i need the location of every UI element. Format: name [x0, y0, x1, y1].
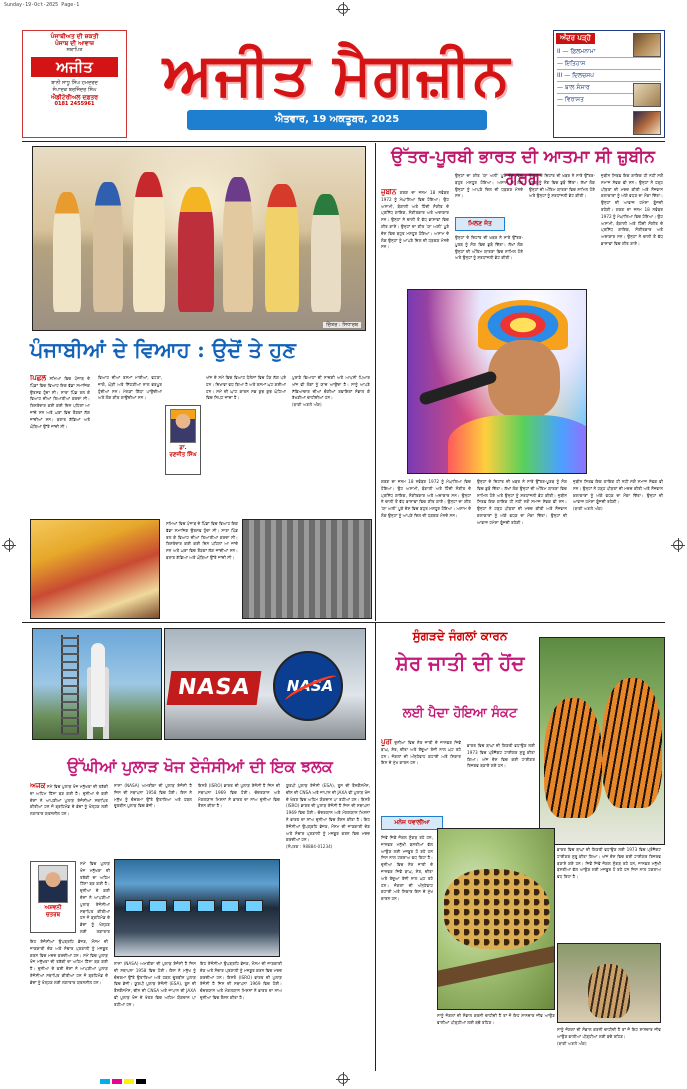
- space-author-box: [30, 861, 76, 933]
- zubeen-column-6: [381, 479, 471, 619]
- wedding-author-photo: [170, 409, 196, 443]
- zubeen-body-1-b: ਗਰਗ ਦਾ ਜਨਮ 18 ਨਵੰਬਰ 1972 ਨੂੰ ਮੇਘਾਲਿਆ ਵਿਚ ਹੋਇਆ। ਉਹ ਅਸਾਮੀ, ਬੰਗਾਲੀ ਅਤੇ ਹਿੰਦੀ ਸੰਗੀਤ ਦੇ ਪ੍ਰਸਿੱਧ ਗਾਇਕ, ਸੰਗੀਤਕਾਰ ਅਤੇ ਅਦਾਕਾਰ ਸਨ। ਉਨ੍ਹਾਂ ਨੇ ਚਾਲੀ ਤੋਂ ਵੱਧ ਭਾਸ਼ਾਵਾਂ ਵਿਚ ਗੀਤ ਗਾਏ।: [601, 206, 663, 246]
- printer-color-bar: [100, 1079, 148, 1085]
- registration-mark-top: [338, 4, 348, 14]
- wedding-modern-photo: [30, 519, 160, 619]
- monitor-screen: [245, 900, 263, 912]
- tiger-body-3: ਜਿਵੇਂ ਜਿਵੇਂ ਜੰਗਲ ਸੁੰਗੜ ਰਹੇ ਹਨ, ਜਾਨਵਰ ਮਨੁੱਖੀ ਬਸਤੀਆਂ ਵੱਲ ਆਉਣ ਲਈ ਮਜਬੂਰ ਹੋ ਰਹੇ ਹਨ ਜਿਸ ਨਾਲ ਟਕਰਾਅ ਵਧ ਰਿਹਾ ਹੈ।: [381, 835, 433, 861]
- masthead-office: ਐਡੀਟੋਰੀਅਲ ਦਫ਼ਤਰ: [51, 94, 98, 101]
- space-body-2: ਨਾਸਾ (NASA) ਅਮਰੀਕਾ ਦੀ ਪੁਲਾੜ ਏਜੰਸੀ ਹੈ ਜਿਸ ਦੀ ਸਥਾਪਨਾ 1958 ਵਿਚ ਹੋਈ। ਇਸ ਨੇ ਮਨੁੱਖ ਨੂੰ ਚੰਦਰਮਾ ਉੱਤੇ ਉਤਾਰਿਆ ਅਤੇ ਹਬਲ ਦੂਰਬੀਨ ਪੁਲਾੜ ਵਿਚ ਭੇਜੀ।: [114, 783, 192, 809]
- space-lead-word: ਅਜੋਕੇ: [30, 783, 46, 790]
- painting-figure: [178, 187, 214, 312]
- tiger-column-1: [381, 739, 461, 813]
- painting-figure: [53, 192, 81, 312]
- zubeen-body-4: ਜ਼ੁਬੀਨ ਸਿਰਫ਼ ਇਕ ਗਾਇਕ ਹੀ ਨਹੀਂ ਸਗੋਂ ਸਮਾਜ ਸੇਵਕ ਵੀ ਸਨ। ਉਨ੍ਹਾਂ ਨੇ ਹੜ੍ਹ ਪੀੜਤਾਂ ਦੀ ਮਦਦ ਕੀਤੀ ਅਤੇ ਨੌਜਵਾਨ ਕਲਾਕਾਰਾਂ ਨੂੰ ਅੱਗੇ ਵਧਣ ਦਾ ਮੌਕਾ ਦਿੱਤਾ। ਉਨ੍ਹਾਂ ਦੀ ਆਵਾਜ਼ ਹਮੇਸ਼ਾ ਗੂੰਜਦੀ ਰਹੇਗੀ।: [601, 173, 663, 212]
- zubeen-column-4: [529, 173, 595, 285]
- wedding-end-mark: (ਬਾਕੀ ਅਗਲੇ ਅੰਕ): [292, 402, 322, 408]
- masthead-divider: [22, 141, 665, 142]
- zubeen-author-tag: ਮਿਲਣ ਜੋਤ: [455, 217, 505, 231]
- zubeen-column-5: [601, 173, 663, 473]
- masthead-phone: 0181 2455961: [54, 101, 95, 107]
- monitor-screen: [149, 900, 167, 912]
- tiger-body-4-b: ਸਾਨੂੰ ਜੰਗਲਾਂ ਦੀ ਸੰਭਾਲ ਕਰਨੀ ਚਾਹੀਦੀ ਹੈ ਤਾਂ ਜੋ ਇਹ ਸ਼ਾਨਦਾਰ ਜੀਵ ਆਉਣ ਵਾਲੀਆਂ ਪੀੜ੍ਹੀਆਂ ਲਈ ਬਚੇ ਰਹਿਣ।: [557, 1027, 661, 1039]
- singer-face: [488, 340, 560, 418]
- index-portrait-3: [633, 111, 661, 135]
- space-author-photo: [38, 865, 68, 903]
- zubeen-headline: ਉੱਤਰ-ਪੂਰਬੀ ਭਾਰਤ ਦੀ ਆਤਮਾ ਸੀ ਜ਼ੁਬੀਨ ਗਰਗ: [391, 147, 655, 189]
- registration-mark-bottom: [338, 1074, 348, 1084]
- registration-mark-right: [673, 540, 683, 550]
- space-body-3-c: ਇਸਰੋ (ISRO) ਭਾਰਤ ਦੀ ਪੁਲਾੜ ਏਜੰਸੀ ਹੈ ਜਿਸ ਦੀ ਸਥਾਪਨਾ 1969 ਵਿਚ ਹੋਈ। ਚੰਦਰਯਾਨ ਅਤੇ ਮੰਗਲਯਾਨ ਮਿਸ਼ਨਾਂ ਨੇ ਭਾਰਤ ਦਾ ਨਾਂਅ ਦੁਨੀਆ ਵਿਚ ਰੌਸ਼ਨ ਕੀਤਾ ਹੈ।: [200, 974, 282, 1000]
- tiger-headline-2: ਲਈ ਪੈਦਾ ਹੋਇਆ ਸੰਕਟ: [402, 706, 518, 721]
- top-column-divider: [375, 143, 376, 621]
- wedding-painting: [32, 146, 366, 331]
- masthead-tag-1: ਪੰਜਾਬੀਅਤ ਦੀ ਸ਼ਕਤੀ: [50, 33, 99, 40]
- masthead-left-box: [22, 30, 127, 138]
- color-swatch-cyan: [100, 1079, 110, 1084]
- space-photo-strip: [32, 628, 366, 740]
- index-portrait-2: [633, 83, 661, 107]
- zubeen-body-4-c: ਜ਼ੁਬੀਨ ਸਿਰਫ਼ ਇਕ ਗਾਇਕ ਹੀ ਨਹੀਂ ਸਗੋਂ ਸਮਾਜ ਸੇਵਕ ਵੀ ਸਨ। ਉਨ੍ਹਾਂ ਨੇ ਹੜ੍ਹ ਪੀੜਤਾਂ ਦੀ ਮਦਦ ਕੀਤੀ ਅਤੇ ਨੌਜਵਾਨ ਕਲਾਕਾਰਾਂ ਨੂੰ ਅੱਗੇ ਵਧਣ ਦਾ ਮੌਕਾ ਦਿੱਤਾ। ਉਨ੍ਹਾਂ ਦੀ ਆਵਾਜ਼ ਹਮੇਸ਼ਾ ਗੂੰਜਦੀ ਰਹੇਗੀ।: [477, 492, 567, 525]
- zubeen-body-2-c: ਉਨ੍ਹਾਂ ਦਾ ਗੀਤ 'ਯਾ ਅਲੀ' ਪੂਰੇ ਦੇਸ਼ ਵਿਚ ਬਹੁਤ ਮਸ਼ਹੂਰ ਹੋਇਆ। ਅਸਾਮ ਦੇ ਲੋਕ ਉਨ੍ਹਾਂ ਨੂੰ ਆਪਣੇ ਦਿਲ ਦੀ ਧੜਕਣ ਮੰਨਦੇ ਸਨ।: [381, 499, 471, 518]
- index-item[interactable]: II — ਫ਼ਿਲਮਨਾਮਾ: [557, 46, 661, 58]
- painting-figure: [133, 172, 165, 312]
- color-swatch-black: [136, 1079, 146, 1084]
- microphone-icon: [418, 370, 498, 406]
- wedding-body-1: ਸਮਿਆਂ ਵਿਚ ਪੰਜਾਬ ਦੇ ਪਿੰਡਾਂ ਵਿਚ ਵਿਆਹ ਇਕ ਵੱਡਾ ਸਮਾਜਿਕ ਉਤਸਵ ਹੁੰਦਾ ਸੀ। ਸਾਰਾ ਪਿੰਡ ਰਲ ਕੇ ਵਿਆਹ ਦੀਆਂ ਤਿਆਰੀਆਂ ਕਰਦਾ ਸੀ। ਰਿਸ਼ਤੇਦਾਰ ਕਈ ਕਈ ਦਿਨ ਪਹਿਲਾਂ ਆ ਜਾਂਦੇ ਸਨ ਅਤੇ ਘਰਾਂ ਵਿਚ ਰੌਣਕਾਂ ਲੱਗ ਜਾਂਦੀਆਂ ਸਨ। ਬਰਾਤ ਗੱਡਿਆਂ ਅਤੇ ਘੋੜਿਆਂ ਉੱਤੇ ਜਾਂਦੀ ਸੀ।: [30, 376, 90, 429]
- tiger-lead-word: ਪੂਰੀ: [381, 739, 392, 746]
- monitor-screen: [173, 900, 191, 912]
- zubeen-body-3-a: ਉਨ੍ਹਾਂ ਦੇ ਦਿਹਾਂਤ ਦੀ ਖ਼ਬਰ ਨੇ ਸਾਰੇ ਉੱਤਰ-ਪੂਰਬ ਨੂੰ ਸੋਗ ਵਿਚ ਡੁਬੋ ਦਿੱਤਾ। ਲੱਖਾਂ ਲੋਕ ਉਨ੍ਹਾਂ ਦੀ ਅੰਤਿਮ ਯਾਤਰਾ ਵਿਚ ਸ਼ਾਮਿਲ ਹੋਏ ਅਤੇ ਉਨ੍ਹਾਂ ਨੂੰ ਸ਼ਰਧਾਂਜਲੀ ਭੇਟ ਕੀਤੀ।: [455, 235, 523, 261]
- wedding-author-title: ਡਾ.: [179, 445, 187, 451]
- wedding-author-name: ਰਣਜੀਤ ਸਿੰਘ: [169, 452, 197, 458]
- space-column-8: [200, 961, 282, 1067]
- masthead-founder: ਬਾਨੀ ਸਾਧੂ ਸਿੰਘ ਹਮਦਰਦ: [51, 80, 98, 86]
- wedding-lead-word: ਪਿਛਲੇ: [30, 375, 47, 382]
- color-swatch-magenta: [112, 1079, 122, 1084]
- zubeen-body-1: ਗਰਗ ਦਾ ਜਨਮ 18 ਨਵੰਬਰ 1972 ਨੂੰ ਮੇਘਾਲਿਆ ਵਿਚ ਹੋਇਆ। ਉਹ ਅਸਾਮੀ, ਬੰਗਾਲੀ ਅਤੇ ਹਿੰਦੀ ਸੰਗੀਤ ਦੇ ਪ੍ਰਸਿੱਧ ਗਾਇਕ, ਸੰਗੀਤਕਾਰ ਅਤੇ ਅਦਾਕਾਰ ਸਨ। ਉਨ੍ਹਾਂ ਨੇ ਚਾਲੀ ਤੋਂ ਵੱਧ ਭਾਸ਼ਾਵਾਂ ਵਿਚ ਗੀਤ ਗਾਏ।: [381, 190, 449, 229]
- space-body-4: ਯੂਰਪੀ ਪੁਲਾੜ ਏਜੰਸੀ (ESA), ਰੂਸ ਦੀ ਰੌਸਕੌਸਮੌਸ, ਚੀਨ ਦੀ CNSA ਅਤੇ ਜਾਪਾਨ ਦੀ JAXA ਵੀ ਪੁਲਾੜ ਖੋਜ ਦੇ ਖੇਤਰ ਵਿਚ ਅਹਿਮ ਯੋਗਦਾਨ ਪਾ ਰਹੀਆਂ ਹਨ।: [286, 783, 370, 802]
- wedding-column-2: [98, 375, 162, 515]
- nasa-building-photo: [164, 628, 366, 740]
- wedding-body-2: ਵਿਆਹ ਦੀਆਂ ਰਸਮਾਂ ਮਾਈਆਂ, ਵਟਣਾ, ਜਾਗੋ, ਘੋੜੀ ਅਤੇ ਸਿੱਠਣੀਆਂ ਨਾਲ ਭਰਪੂਰ ਹੁੰਦੀਆਂ ਸਨ। ਮੇਲਣਾਂ ਗਿੱਧਾ ਪਾਉਂਦੀਆਂ ਅਤੇ ਲੋਕ ਗੀਤ ਗਾਉਂਦੀਆਂ ਸਨ।: [98, 375, 162, 401]
- tiger-body-3-b: ਜਿਵੇਂ ਜਿਵੇਂ ਜੰਗਲ ਸੁੰਗੜ ਰਹੇ ਹਨ, ਜਾਨਵਰ ਮਨੁੱਖੀ ਬਸਤੀਆਂ ਵੱਲ ਆਉਣ ਲਈ ਮਜਬੂਰ ਹੋ ਰਹੇ ਹਨ ਜਿਸ ਨਾਲ ਟਕਰਾਅ ਵਧ ਰਿਹਾ ਹੈ।: [557, 860, 661, 880]
- nasa-meatball-text: NASA: [286, 677, 334, 695]
- tiger-body-2: ਭਾਰਤ ਵਿਚ ਬਾਘਾਂ ਦੀ ਗਿਣਤੀ ਵਧਾਉਣ ਲਈ 1973 ਵਿਚ ਪ੍ਰੋਜੈਕਟ ਟਾਈਗਰ ਸ਼ੁਰੂ ਕੀਤਾ ਗਿਆ। ਅੱਜ ਦੇਸ਼ ਵਿਚ ਕਈ ਟਾਈਗਰ ਰਿਜ਼ਰਵ ਬਣਾਏ ਗਏ ਹਨ।: [467, 743, 535, 769]
- tiger-body-2-b: ਭਾਰਤ ਵਿਚ ਬਾਘਾਂ ਦੀ ਗਿਣਤੀ ਵਧਾਉਣ ਲਈ 1973 ਵਿਚ ਪ੍ਰੋਜੈਕਟ ਟਾਈਗਰ ਸ਼ੁਰੂ ਕੀਤਾ ਗਿਆ। ਅੱਜ ਦੇਸ਼ ਵਿਚ ਕਈ ਟਾਈਗਰ ਰਿਜ਼ਰਵ ਬਣਾਏ ਗਏ ਹਨ।: [557, 847, 661, 866]
- zubeen-column-2: [455, 173, 523, 217]
- space-body-5: ਇਹ ਏਜੰਸੀਆਂ ਉਪਗ੍ਰਹਿ ਭੇਜਣ, ਮੌਸਮ ਦੀ ਜਾਣਕਾਰੀ ਦੇਣ ਅਤੇ ਸੰਚਾਰ ਪ੍ਰਣਾਲੀ ਨੂੰ ਮਜ਼ਬੂਤ ਕਰਨ ਵਿਚ ਮਦਦ ਕਰਦੀਆਂ ਹਨ।: [30, 939, 108, 958]
- magazine-title: ਅਜੀਤ ਮੈਗਜ਼ੀਨ: [162, 40, 512, 108]
- tiger-body-1: ਦੁਨੀਆ ਵਿਚ ਸ਼ੇਰ ਜਾਤੀ ਦੇ ਜਾਨਵਰ ਜਿਵੇਂ ਬਾਘ, ਸ਼ੇਰ, ਚੀਤਾ ਅਤੇ ਤੇਂਦੂਆ ਤੇਜ਼ੀ ਨਾਲ ਘਟ ਰਹੇ ਹਨ। ਜੰਗਲਾਂ ਦੀ ਅੰਨ੍ਹੇਵਾਹ ਕਟਾਈ ਅਤੇ ਸ਼ਿਕਾਰ ਇਸ ਦੇ ਮੁੱਖ ਕਾਰਨ ਹਨ।: [381, 740, 461, 766]
- index-item[interactable]: — ਇਤਿਹਾਸ: [557, 58, 661, 70]
- registration-mark-left: [4, 540, 14, 550]
- space-column-5: [198, 783, 280, 855]
- space-body-1: ਸਮੇਂ ਵਿਚ ਪੁਲਾੜ ਖੋਜ ਮਨੁੱਖਤਾ ਦੀ ਤਰੱਕੀ ਦਾ ਅਹਿਮ ਹਿੱਸਾ ਬਣ ਗਈ ਹੈ। ਦੁਨੀਆ ਦੇ ਕਈ ਦੇਸ਼ਾਂ ਨੇ ਆਪਣੀਆਂ ਪੁਲਾੜ ਏਜੰਸੀਆਂ ਸਥਾਪਿਤ ਕੀਤੀਆਂ ਹਨ ਜੋ ਬ੍ਰਹਿਮੰਡ ਦੇ ਭੇਦਾਂ ਨੂੰ ਖੋਲ੍ਹਣ ਲਈ ਲਗਾਤਾਰ ਯਤਨਸ਼ੀਲ ਹਨ।: [30, 784, 108, 817]
- index-portrait-1: [633, 33, 661, 57]
- painting-figure: [311, 194, 341, 312]
- zubeen-column-8: [573, 479, 663, 619]
- space-body-4-b: ਯੂਰਪੀ ਪੁਲਾੜ ਏਜੰਸੀ (ESA), ਰੂਸ ਦੀ ਰੌਸਕੌਸਮੌਸ, ਚੀਨ ਦੀ CNSA ਅਤੇ ਜਾਪਾਨ ਦੀ JAXA ਵੀ ਪੁਲਾੜ ਖੋਜ ਦੇ ਖੇਤਰ ਵਿਚ ਅਹਿਮ ਯੋਗਦਾਨ ਪਾ ਰਹੀਆਂ ਹਨ।: [114, 981, 196, 1007]
- tiger-column-4: [557, 847, 661, 941]
- ajit-logo: ਅਜੀਤ: [31, 57, 118, 77]
- singer-shirt: [448, 415, 587, 474]
- painting-figure: [223, 177, 253, 312]
- tiger-figure: [602, 678, 662, 808]
- masthead-editor: ਸੰਪਾਦਕ ਬਰਜਿੰਦਰ ਸਿੰਘ: [52, 87, 97, 93]
- zubeen-body-1-c: ਗਰਗ ਦਾ ਜਨਮ 18 ਨਵੰਬਰ 1972 ਨੂੰ ਮੇਘਾਲਿਆ ਵਿਚ ਹੋਇਆ। ਉਹ ਅਸਾਮੀ, ਬੰਗਾਲੀ ਅਤੇ ਹਿੰਦੀ ਸੰਗੀਤ ਦੇ ਪ੍ਰਸਿੱਧ ਗਾਇਕ, ਸੰਗੀਤਕਾਰ ਅਤੇ ਅਦਾਕਾਰ ਸਨ। ਉਨ੍ਹਾਂ ਨੇ ਚਾਲੀ ਤੋਂ ਵੱਧ ਭਾਸ਼ਾਵਾਂ ਵਿਚ ਗੀਤ ਗਾਏ।: [381, 479, 471, 505]
- painting-caption: ਚਿੱਤਰ : ਸਿਧਾਰਥ: [323, 322, 361, 328]
- wedding-body-1-repeat: ਸਮਿਆਂ ਵਿਚ ਪੰਜਾਬ ਦੇ ਪਿੰਡਾਂ ਵਿਚ ਵਿਆਹ ਇਕ ਵੱਡਾ ਸਮਾਜਿਕ ਉਤਸਵ ਹੁੰਦਾ ਸੀ। ਸਾਰਾ ਪਿੰਡ ਰਲ ਕੇ ਵਿਆਹ ਦੀਆਂ ਤਿਆਰੀਆਂ ਕਰਦਾ ਸੀ। ਰਿਸ਼ਤੇਦਾਰ ਕਈ ਕਈ ਦਿਨ ਪਹਿਲਾਂ ਆ ਜਾਂਦੇ ਸਨ ਅਤੇ ਘਰਾਂ ਵਿਚ ਰੌਣਕਾਂ ਲੱਗ ਜਾਂਦੀਆਂ ਸਨ। ਬਰਾਤ ਗੱਡਿਆਂ ਅਤੇ ਘੋੜਿਆਂ ਉੱਤੇ ਜਾਂਦੀ ਸੀ।: [166, 521, 238, 560]
- cub-figure: [588, 964, 630, 1018]
- nasa-wordmark: NASA: [167, 671, 262, 705]
- zubeen-article: [377, 143, 665, 621]
- tiger-article: [377, 623, 665, 1071]
- tiger-end-mark: (ਬਾਕੀ ਅਗਲੇ ਅੰਕ): [557, 1040, 587, 1046]
- index-item[interactable]: III — ਦਿਲਚਸਪ: [557, 70, 661, 82]
- issue-date: ਐਤਵਾਰ, 19 ਅਕਤੂਬਰ, 2025: [187, 110, 487, 130]
- masthead: [22, 30, 665, 140]
- color-swatch-yellow: [124, 1079, 134, 1084]
- tiger-column-5: [437, 1013, 555, 1069]
- space-body-3-b: ਇਸਰੋ (ISRO) ਭਾਰਤ ਦੀ ਪੁਲਾੜ ਏਜੰਸੀ ਹੈ ਜਿਸ ਦੀ ਸਥਾਪਨਾ 1969 ਵਿਚ ਹੋਈ। ਚੰਦਰਯਾਨ ਅਤੇ ਮੰਗਲਯਾਨ ਮਿਸ਼ਨਾਂ ਨੇ ਭਾਰਤ ਦਾ ਨਾਂਅ ਦੁਨੀਆ ਵਿਚ ਰੌਸ਼ਨ ਕੀਤਾ ਹੈ।: [286, 796, 370, 822]
- wedding-article: [22, 143, 374, 621]
- wedding-body-4: ਪੁਰਾਣੇ ਵਿਆਹਾਂ ਦੀ ਸਾਦਗੀ ਅਤੇ ਆਪਸੀ ਪਿਆਰ ਅੱਜ ਵੀ ਲੋਕਾਂ ਨੂੰ ਯਾਦ ਆਉਂਦਾ ਹੈ। ਸਾਨੂੰ ਆਪਣੇ ਸੱਭਿਆਚਾਰ ਦੀਆਂ ਚੰਗੀਆਂ ਰਵਾਇਤਾਂ ਸੰਭਾਲ ਕੇ ਰੱਖਣੀਆਂ ਚਾਹੀਦੀਆਂ ਹਨ।: [292, 375, 370, 401]
- zubeen-singer-photo: [407, 289, 587, 474]
- tiger-pair-photo: [539, 637, 665, 845]
- space-end-mark: (ਸੰਪਰਕ : 98884-01234): [286, 844, 333, 850]
- tiger-headline: ਸ਼ੇਰ ਜਾਤੀ ਦੀ ਹੋਂਦ: [395, 651, 525, 675]
- leopard-photo: [437, 828, 555, 1010]
- space-column-3: [30, 939, 108, 1067]
- space-column-4: [114, 783, 192, 855]
- zubeen-body-2-b: ਉਨ੍ਹਾਂ ਦਾ ਗੀਤ 'ਯਾ ਅਲੀ' ਪੂਰੇ ਦੇਸ਼ ਵਿਚ ਬਹੁਤ ਮਸ਼ਹੂਰ ਹੋਇਆ। ਅਸਾਮ ਦੇ ਲੋਕ ਉਨ੍ਹਾਂ ਨੂੰ ਆਪਣੇ ਦਿਲ ਦੀ ਧੜਕਣ ਮੰਨਦੇ ਸਨ।: [455, 173, 523, 199]
- zubeen-end-mark: (ਬਾਕੀ ਅਗਲੇ ਅੰਕ): [573, 506, 603, 512]
- wedding-column-1: [30, 375, 90, 515]
- tiger-column-3: [381, 835, 433, 1069]
- wedding-old-photo: [242, 519, 372, 619]
- rocket-launch-photo: [32, 628, 162, 740]
- space-author-name-1: ਅਸ਼ਵਨੀ: [44, 905, 62, 911]
- wedding-column-3: [206, 375, 286, 515]
- zubeen-body-3-c: ਉਨ੍ਹਾਂ ਦੇ ਦਿਹਾਂਤ ਦੀ ਖ਼ਬਰ ਨੇ ਸਾਰੇ ਉੱਤਰ-ਪੂਰਬ ਨੂੰ ਸੋਗ ਵਿਚ ਡੁਬੋ ਦਿੱਤਾ। ਲੱਖਾਂ ਲੋਕ ਉਨ੍ਹਾਂ ਦੀ ਅੰਤਿਮ ਯਾਤਰਾ ਵਿਚ ਸ਼ਾਮਿਲ ਹੋਏ ਅਤੇ ਉਨ੍ਹਾਂ ਨੂੰ ਸ਼ਰਧਾਂਜਲੀ ਭੇਟ ਕੀਤੀ।: [477, 479, 567, 498]
- monitor-screen: [197, 900, 215, 912]
- space-author-name-2: ਚਤਰਥ: [45, 912, 61, 918]
- tiger-author-tag: ਮਨੋਜ ਧਵਾਲੀਆ: [381, 816, 443, 830]
- inside-index-heading: ਅੰਦਰ ਪੜ੍ਹੋ: [556, 33, 595, 44]
- cub-photo: [557, 943, 661, 1023]
- zubeen-lead-word: ਜ਼ੁਬੀਨ: [381, 189, 397, 196]
- space-body-2-b: ਨਾਸਾ (NASA) ਅਮਰੀਕਾ ਦੀ ਪੁਲਾੜ ਏਜੰਸੀ ਹੈ ਜਿਸ ਦੀ ਸਥਾਪਨਾ 1958 ਵਿਚ ਹੋਈ। ਇਸ ਨੇ ਮਨੁੱਖ ਨੂੰ ਚੰਦਰਮਾ ਉੱਤੇ ਉਤਾਰਿਆ ਅਤੇ ਹਬਲ ਦੂਰਬੀਨ ਪੁਲਾੜ ਵਿਚ ਭੇਜੀ।: [114, 961, 196, 987]
- space-column-7: [114, 961, 196, 1067]
- space-headline: ਉੱਘੀਆਂ ਪੁਲਾੜ ਖੋਜ ਏਜੰਸੀਆਂ ਦੀ ਇਕ ਝਲਕ: [67, 757, 333, 776]
- launch-tower: [61, 635, 79, 735]
- tiger-column-6: [557, 1027, 661, 1069]
- tiger-column-2: [467, 743, 535, 833]
- space-column-1: [30, 783, 108, 857]
- tiger-subheadline: ਸੁੰਗੜਦੇ ਜੰਗਲਾਂ ਕਾਰਨ: [412, 629, 508, 643]
- wedding-column-5: [166, 521, 238, 617]
- space-column-6: [286, 783, 370, 1067]
- inside-index-box: [553, 30, 665, 138]
- leopard-figure: [444, 869, 550, 949]
- zubeen-body-3: ਉਨ੍ਹਾਂ ਦੇ ਦਿਹਾਂਤ ਦੀ ਖ਼ਬਰ ਨੇ ਸਾਰੇ ਉੱਤਰ-ਪੂਰਬ ਨੂੰ ਸੋਗ ਵਿਚ ਡੁਬੋ ਦਿੱਤਾ। ਲੱਖਾਂ ਲੋਕ ਉਨ੍ਹਾਂ ਦੀ ਅੰਤਿਮ ਯਾਤਰਾ ਵਿਚ ਸ਼ਾਮਿਲ ਹੋਏ ਅਤੇ ਉਨ੍ਹਾਂ ਨੂੰ ਸ਼ਰਧਾਂਜਲੀ ਭੇਟ ਕੀਤੀ।: [529, 173, 595, 199]
- tiger-body-1-b: ਦੁਨੀਆ ਵਿਚ ਸ਼ੇਰ ਜਾਤੀ ਦੇ ਜਾਨਵਰ ਜਿਵੇਂ ਬਾਘ, ਸ਼ੇਰ, ਚੀਤਾ ਅਤੇ ਤੇਂਦੂਆ ਤੇਜ਼ੀ ਨਾਲ ਘਟ ਰਹੇ ਹਨ। ਜੰਗਲਾਂ ਦੀ ਅੰਨ੍ਹੇਵਾਹ ਕਟਾਈ ਅਤੇ ਸ਼ਿਕਾਰ ਇਸ ਦੇ ਮੁੱਖ ਕਾਰਨ ਹਨ।: [381, 862, 433, 902]
- index-item[interactable]: — ਬਾਲ ਸੰਸਾਰ: [557, 82, 661, 94]
- wedding-body-3: ਅੱਜ ਦੇ ਸਮੇਂ ਵਿਚ ਵਿਆਹ ਪੈਲੇਸਾਂ ਵਿਚ ਹੋਣ ਲੱਗ ਪਏ ਹਨ। ਦਿਖਾਵਾ ਵਧ ਗਿਆ ਹੈ ਅਤੇ ਰਸਮਾਂ ਘਟ ਗਈਆਂ ਹਨ। ਸਮੇਂ ਦੀ ਘਾਟ ਕਾਰਨ ਸਭ ਕੁਝ ਕੁਝ ਘੰਟਿਆਂ ਵਿਚ ਨਿਪਟ ਜਾਂਦਾ ਹੈ।: [206, 375, 286, 401]
- mission-control-photo: [114, 859, 280, 957]
- nasa-meatball-logo: [273, 651, 343, 721]
- wedding-headline: ਪੰਜਾਬੀਆਂ ਦੇ ਵਿਆਹ : ਉਦੋਂ ਤੇ ਹੁਣ: [30, 337, 296, 362]
- space-body-3: ਇਸਰੋ (ISRO) ਭਾਰਤ ਦੀ ਪੁਲਾੜ ਏਜੰਸੀ ਹੈ ਜਿਸ ਦੀ ਸਥਾਪਨਾ 1969 ਵਿਚ ਹੋਈ। ਚੰਦਰਯਾਨ ਅਤੇ ਮੰਗਲਯਾਨ ਮਿਸ਼ਨਾਂ ਨੇ ਭਾਰਤ ਦਾ ਨਾਂਅ ਦੁਨੀਆ ਵਿਚ ਰੌਸ਼ਨ ਕੀਤਾ ਹੈ।: [198, 783, 280, 809]
- tiger-body-4: ਸਾਨੂੰ ਜੰਗਲਾਂ ਦੀ ਸੰਭਾਲ ਕਰਨੀ ਚਾਹੀਦੀ ਹੈ ਤਾਂ ਜੋ ਇਹ ਸ਼ਾਨਦਾਰ ਜੀਵ ਆਉਣ ਵਾਲੀਆਂ ਪੀੜ੍ਹੀਆਂ ਲਈ ਬਚੇ ਰਹਿਣ।: [437, 1013, 555, 1025]
- bottom-column-divider: [375, 623, 376, 1071]
- monitor-screen: [125, 900, 143, 912]
- wedding-column-4: [292, 375, 370, 515]
- rocket-icon: [91, 643, 105, 727]
- space-article: [22, 623, 374, 1071]
- print-slug: Sunday-19-Oct-2025 Page-1: [4, 2, 80, 8]
- zubeen-column-7: [477, 479, 567, 619]
- masthead-tag-2: ਪੰਜਾਬ ਦੀ ਆਵਾਜ਼: [54, 40, 95, 47]
- space-body-5-b: ਇਹ ਏਜੰਸੀਆਂ ਉਪਗ੍ਰਹਿ ਭੇਜਣ, ਮੌਸਮ ਦੀ ਜਾਣਕਾਰੀ ਦੇਣ ਅਤੇ ਸੰਚਾਰ ਪ੍ਰਣਾਲੀ ਨੂੰ ਮਜ਼ਬੂਤ ਕਰਨ ਵਿਚ ਮਦਦ ਕਰਦੀਆਂ ਹਨ।: [286, 816, 370, 843]
- index-item[interactable]: — ਵਿਰਾਸਤ: [557, 94, 661, 106]
- monitor-screen: [221, 900, 239, 912]
- zubeen-column-3: [455, 235, 523, 285]
- zubeen-body-4-d: ਜ਼ੁਬੀਨ ਸਿਰਫ਼ ਇਕ ਗਾਇਕ ਹੀ ਨਹੀਂ ਸਗੋਂ ਸਮਾਜ ਸੇਵਕ ਵੀ ਸਨ। ਉਨ੍ਹਾਂ ਨੇ ਹੜ੍ਹ ਪੀੜਤਾਂ ਦੀ ਮਦਦ ਕੀਤੀ ਅਤੇ ਨੌਜਵਾਨ ਕਲਾਕਾਰਾਂ ਨੂੰ ਅੱਗੇ ਵਧਣ ਦਾ ਮੌਕਾ ਦਿੱਤਾ। ਉਨ੍ਹਾਂ ਦੀ ਆਵਾਜ਼ ਹਮੇਸ਼ਾ ਗੂੰਜਦੀ ਰਹੇਗੀ।: [573, 479, 663, 505]
- wedding-author-box: [165, 405, 201, 475]
- painting-figure: [265, 184, 299, 312]
- tiger-figure: [544, 698, 602, 818]
- masthead-tag-3: ਸਥਾਪਿਤ: [66, 47, 83, 53]
- space-body-1-c: ਸਮੇਂ ਵਿਚ ਪੁਲਾੜ ਖੋਜ ਮਨੁੱਖਤਾ ਦੀ ਤਰੱਕੀ ਦਾ ਅਹਿਮ ਹਿੱਸਾ ਬਣ ਗਈ ਹੈ। ਦੁਨੀਆ ਦੇ ਕਈ ਦੇਸ਼ਾਂ ਨੇ ਆਪਣੀਆਂ ਪੁਲਾੜ ਏਜੰਸੀਆਂ ਸਥਾਪਿਤ ਕੀਤੀਆਂ ਹਨ ਜੋ ਬ੍ਰਹਿਮੰਡ ਦੇ ਭੇਦਾਂ ਨੂੰ ਖੋਲ੍ਹਣ ਲਈ ਲਗਾਤਾਰ ਯਤਨਸ਼ੀਲ ਹਨ।: [30, 952, 108, 985]
- painting-figure: [93, 182, 123, 312]
- space-body-1-b: ਸਮੇਂ ਵਿਚ ਪੁਲਾੜ ਖੋਜ ਮਨੁੱਖਤਾ ਦੀ ਤਰੱਕੀ ਦਾ ਅਹਿਮ ਹਿੱਸਾ ਬਣ ਗਈ ਹੈ। ਦੁਨੀਆ ਦੇ ਕਈ ਦੇਸ਼ਾਂ ਨੇ ਆਪਣੀਆਂ ਪੁਲਾੜ ਏਜੰਸੀਆਂ ਸਥਾਪਿਤ ਕੀਤੀਆਂ ਹਨ ਜੋ ਬ੍ਰਹਿਮੰਡ ਦੇ ਭੇਦਾਂ ਨੂੰ ਖੋਲ੍ਹਣ ਲਈ ਲਗਾਤਾਰ: [80, 861, 110, 934]
- space-column-2: [80, 861, 110, 935]
- space-body-5-c: ਇਹ ਏਜੰਸੀਆਂ ਉਪਗ੍ਰਹਿ ਭੇਜਣ, ਮੌਸਮ ਦੀ ਜਾਣਕਾਰੀ ਦੇਣ ਅਤੇ ਸੰਚਾਰ ਪ੍ਰਣਾਲੀ ਨੂੰ ਮਜ਼ਬੂਤ ਕਰਨ ਵਿਚ ਮਦਦ ਕਰਦੀਆਂ ਹਨ।: [200, 961, 282, 980]
- zubeen-body-2: ਉਨ੍ਹਾਂ ਦਾ ਗੀਤ 'ਯਾ ਅਲੀ' ਪੂਰੇ ਦੇਸ਼ ਵਿਚ ਬਹੁਤ ਮਸ਼ਹੂਰ ਹੋਇਆ। ਅਸਾਮ ਦੇ ਲੋਕ ਉਨ੍ਹਾਂ ਨੂੰ ਆਪਣੇ ਦਿਲ ਦੀ ਧੜਕਣ ਮੰਨਦੇ ਸਨ।: [381, 223, 449, 250]
